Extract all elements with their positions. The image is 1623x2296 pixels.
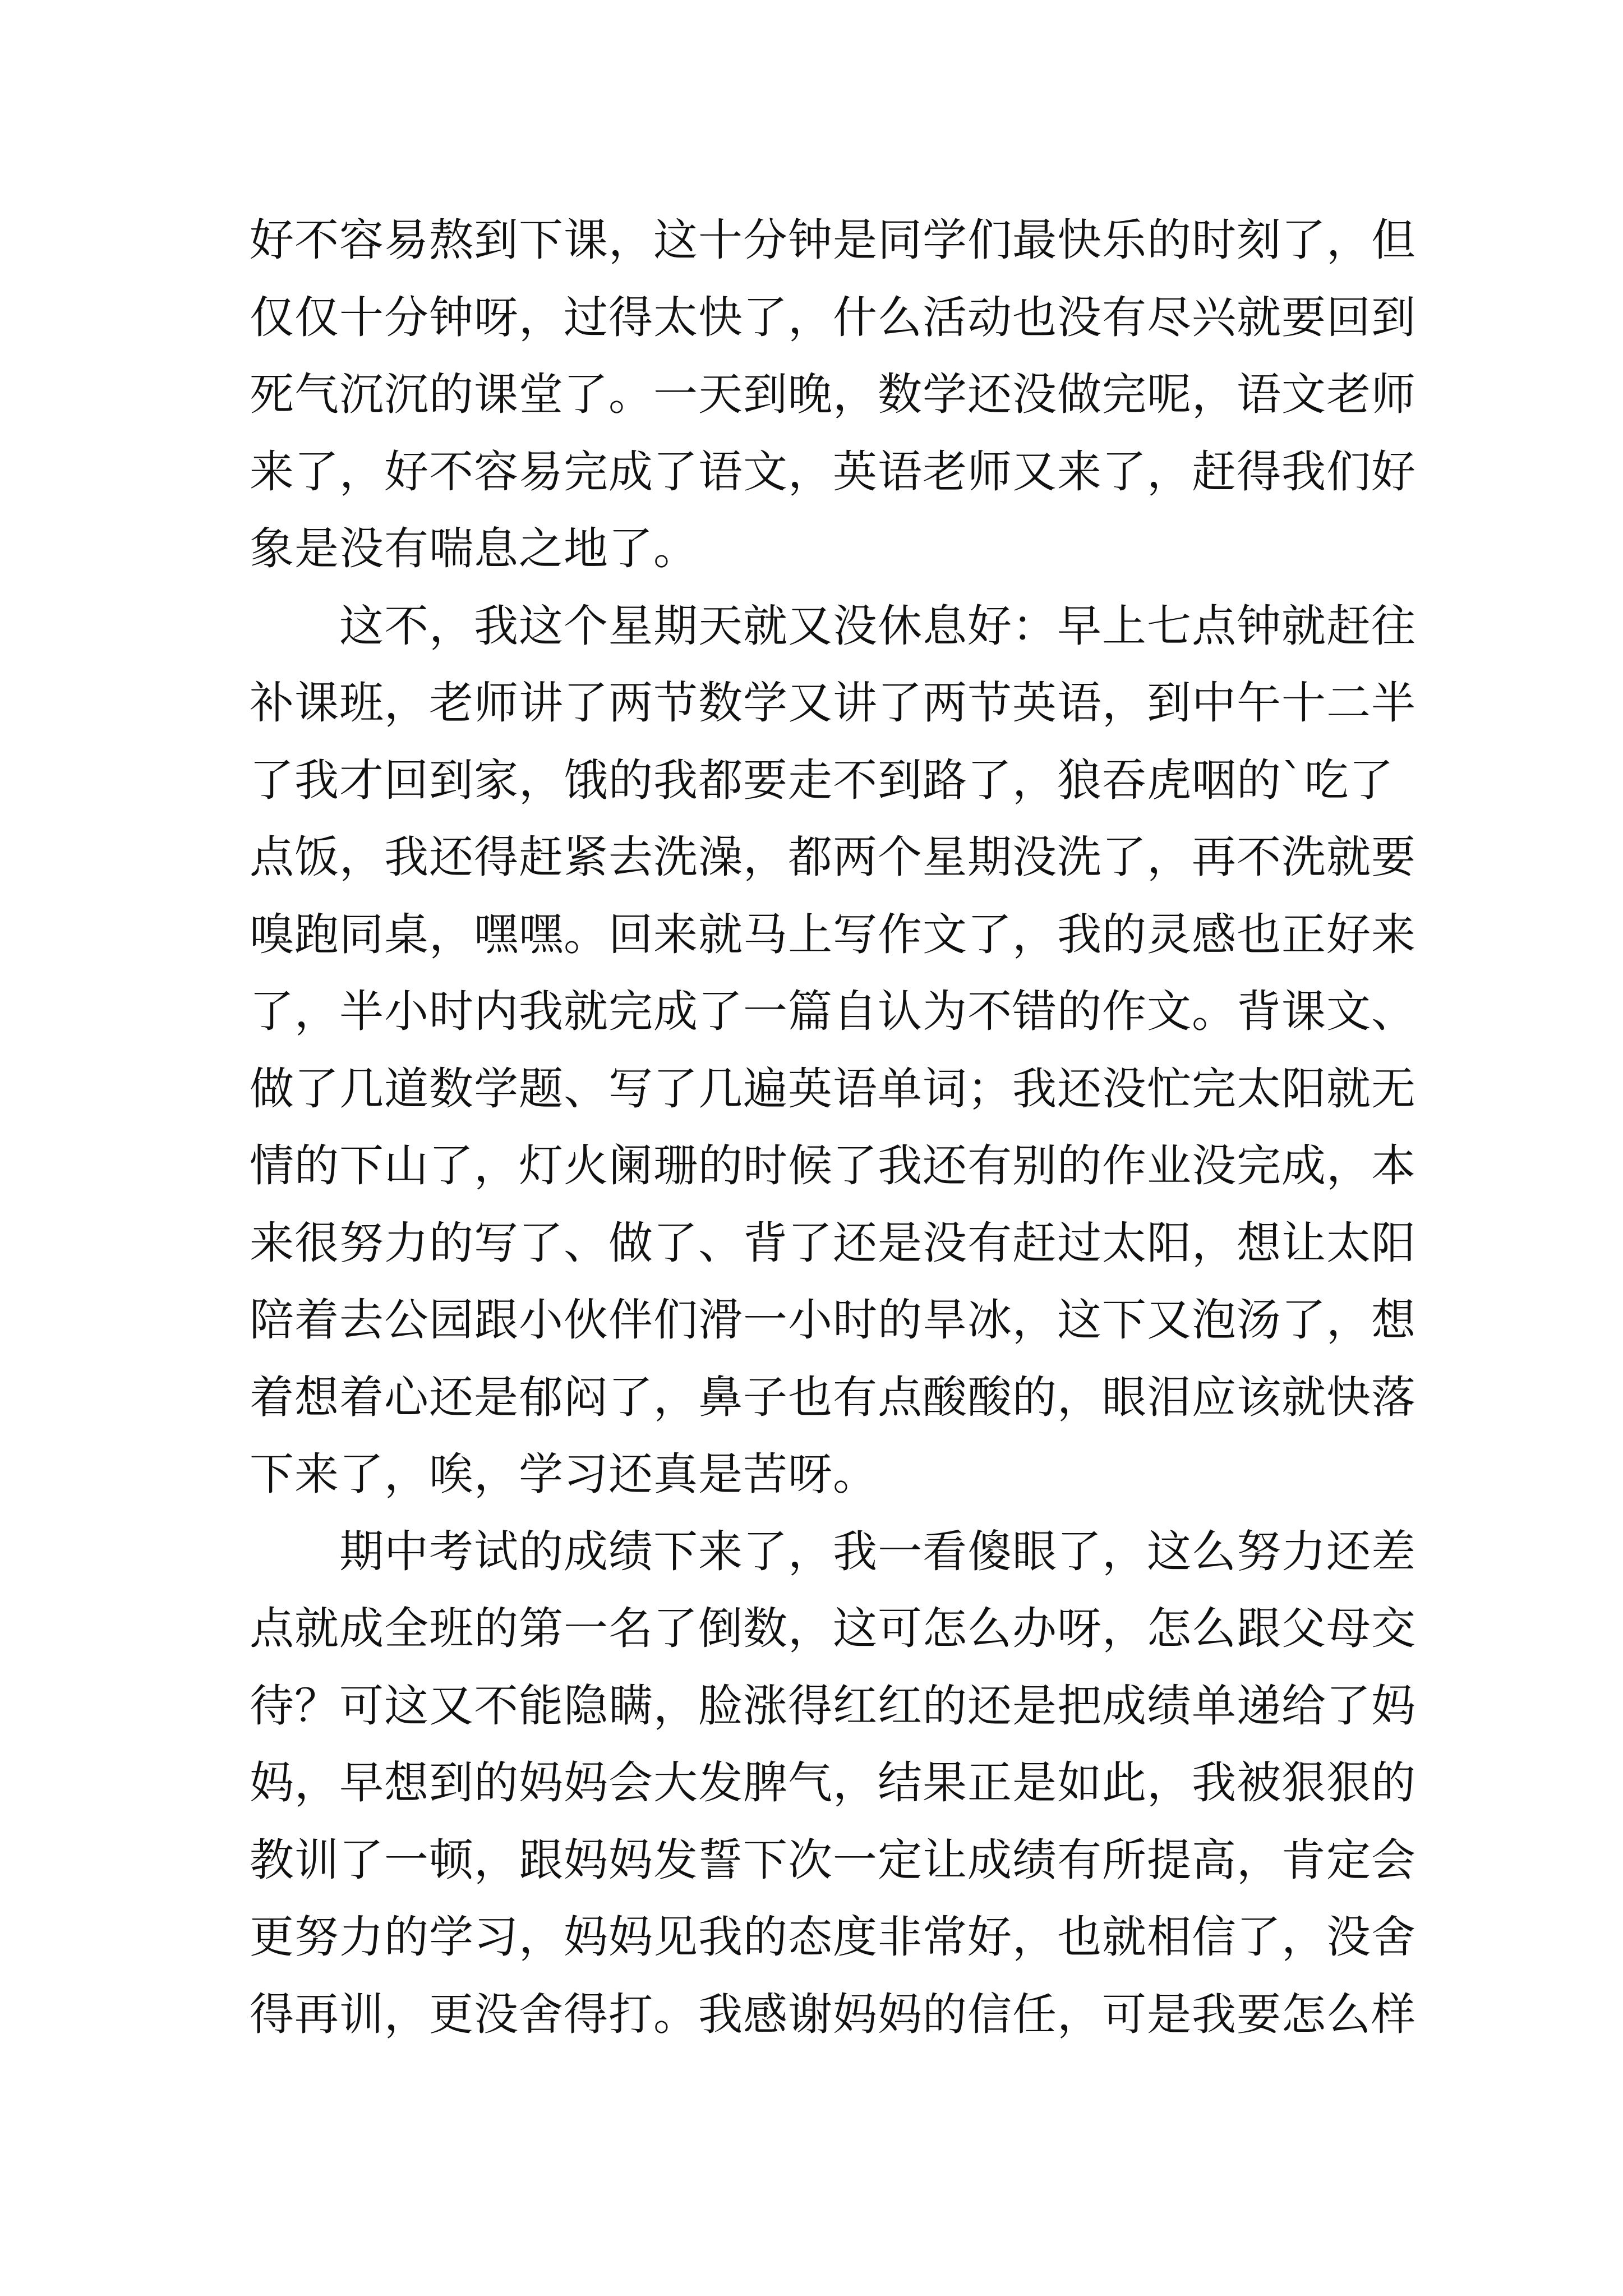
text-line: 做了几道数学题、写了几遍英语单词；我还没忙完太阳就无 [250, 1062, 1416, 1115]
paragraph-1 [250, 202, 1416, 588]
text-line: 了我才回到家，饿的我都要走不到路了，狼吞虎咽的`吃了 [250, 754, 1394, 806]
text-line: 下来了，唉，学习还真是苦呀。 [250, 1448, 878, 1500]
essay-body [250, 202, 1416, 2053]
text-line: 仅仅十分钟呀，过得太快了，什么活动也没有尽兴就要回到 [250, 291, 1416, 343]
text-line: 教训了一顿，跟妈妈发誓下次一定让成绩有所提高，肯定会 [250, 1834, 1416, 1886]
text-line: 待？可这又不能隐瞒，脸涨得红红的还是把成绩单递给了妈 [250, 1680, 1416, 1732]
text-line: 妈，早想到的妈妈会大发脾气，结果正是如此，我被狠狠的 [250, 1757, 1416, 1809]
text-line: 点就成全班的第一名了倒数，这可怎么办呀，怎么跟父母交 [250, 1603, 1416, 1654]
text-line: 来了，好不容易完成了语文，英语老师又来了，赶得我们好 [250, 445, 1416, 498]
paragraph-2 [250, 588, 1416, 1513]
text-line: 陪着去公园跟小伙伴们滑一小时的旱冰，这下又泡汤了，想 [250, 1294, 1416, 1346]
text-line: 更努力的学习，妈妈见我的态度非常好，也就相信了，没舍 [250, 1911, 1416, 1963]
text-line: 这不，我这个星期天就又没休息好：早上七点钟就赶往 [339, 600, 1416, 652]
text-line: 期中考试的成绩下来了，我一看傻眼了，这么努力还差 [339, 1525, 1416, 1577]
text-line: 来很努力的写了、做了、背了还是没有赶过太阳，想让太阳 [250, 1217, 1416, 1269]
text-line: 了，半小时内我就完成了一篇自认为不错的作文。背课文、 [250, 986, 1416, 1037]
paragraph-3 [250, 1513, 1416, 2054]
text-line: 得再训，更没舍得打。我感谢妈妈的信任，可是我要怎么样 [250, 1988, 1416, 2040]
text-line: 着想着心还是郁闷了，鼻子也有点酸酸的，眼泪应该就快落 [250, 1371, 1416, 1423]
text-line: 象是没有喘息之地了。 [250, 523, 698, 574]
text-line: 死气沉沉的课堂了。一天到晚，数学还没做完呢，语文老师 [250, 369, 1416, 420]
text-line: 嗅跑同桌，嘿嘿。回来就马上写作文了，我的灵感也正好来 [250, 908, 1416, 960]
text-line: 补课班，老师讲了两节数学又讲了两节英语，到中午十二半 [250, 677, 1416, 729]
text-line: 情的下山了，灯火阑珊的时候了我还有别的作业没完成，本 [250, 1140, 1416, 1191]
text-line: 点饭，我还得赶紧去洗澡，都两个星期没洗了，再不洗就要 [250, 831, 1416, 883]
text-line: 好不容易熬到下课，这十分钟是同学们最快乐的时刻了，但 [250, 214, 1416, 266]
